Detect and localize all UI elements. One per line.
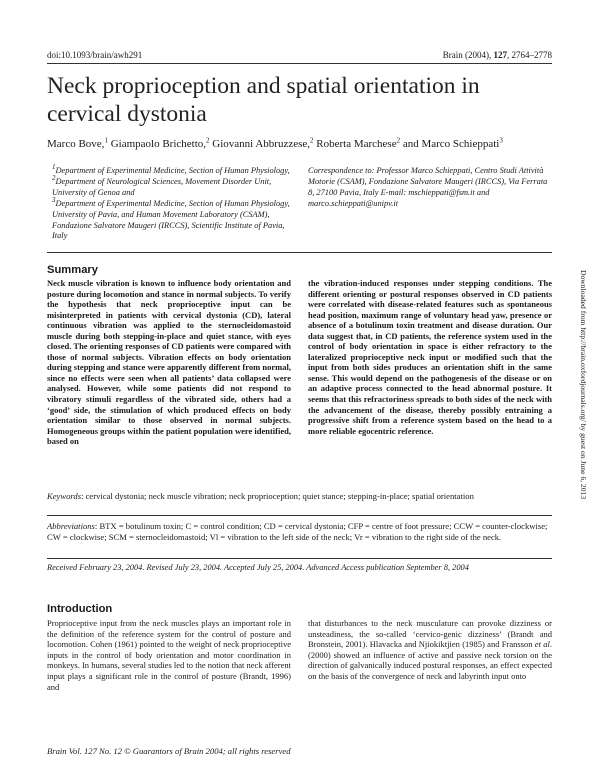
journal-citation: [443, 50, 552, 60]
intro-text-part: that disturbances to the neck musculature can provoke dizziness or unsteadiness, the so-called ‘cervico-genic dizziness’ (Brandt and Bronstein, 2001). Hlavacka and Njiokiktjien (1985) and Fransson: [308, 618, 552, 650]
intro-etal: et al: [534, 639, 550, 650]
abbreviations: [47, 521, 552, 543]
keywords: [47, 491, 552, 502]
summary-text-left: Neck muscle vibration is known to influence body orientation and posture during locomotion and stance in normal subjects. To verify the hypothesis that neck proprioceptive input can be misinterpreted in patients with cervical dystonia (CD), lateral continuous vibration was applied to the sternocleidomastoid muscle during both stepping-in-place and quiet stance, with eyes closed. The orienting responses of CD patients were compared with those of normal subjects. Vibration effects on body orientation during stepping and stance were apparently different from normal, since no effects were seen when all patients’ data collapsed were analysed. However, while some patients did not respond to vibratory stimuli regardless of the vibrated side, others had a ‘good’ side, the stimulation of which produced effects on body orientation similar to those observed in normal subjects. Homogeneous groups within the patient population were identified, based on: [47, 278, 291, 447]
citation-year: (2004),: [462, 50, 494, 60]
correspondence: Correspondence to: Professor Marco Schieppati, Centro Studi Attività Motorie (CSAM), Fondazione Salvatore Maugeri (IRCCS), Via Ferrata 8, 27100 Pavia, Italy E-mail: mschieppati@fsm.it and marco.schieppati@unipv.it: [308, 166, 548, 208]
affiliations: [52, 163, 292, 242]
author-affil-mark: 2: [310, 136, 314, 145]
keywords-text: : cervical dystonia; neck muscle vibration; neck proprioception; quiet stance; stepping-in-place; spatial orientation: [81, 491, 474, 501]
citation-volume: 127: [493, 50, 507, 60]
affil-text: Department of Neurological Sciences, Movement Disorder Unit, University of Genoa and: [52, 176, 272, 197]
summary-heading: Summary: [47, 264, 98, 276]
download-watermark: [578, 270, 588, 570]
author-affil-mark: 2: [206, 136, 210, 145]
summary-text-right: the vibration-induced responses under stepping conditions. The different orienting or postural responses observed in CD patients were correlated with disease-related features such as spontaneous head position, maximum range of voluntary head yaw, presence or absence of a botulinum toxin treatment and disease duration. Our data suggest that, in CD patients, the reference system used in the control of body orientation in space is either refractory to the lateralized proprioceptive neck input or modified such that the input from both sides produces an orientation shift in the same sense. This would depend on the pathogenesis of the disease or on an adaptive process connected to the head abnormal posture. It seems that this refractoriness spreads to both sides of the neck with the advancement of the disease, thereby possibly entraining a progressive shift from a reference system based on the head to a more reliable egocentric reference.: [308, 278, 552, 436]
intro-text-right: [308, 618, 552, 682]
affil-mark: 3: [52, 195, 56, 204]
author-name: Roberta Marchese: [313, 138, 397, 150]
abbreviations-rule: [47, 558, 552, 559]
received-dates: Received February 23, 2004. Revised July 23, 2004. Accepted July 25, 2004. Advanced Access publication September 8, 2004: [47, 563, 469, 572]
author-affil-mark: 2: [396, 136, 401, 145]
header-rule: [47, 63, 552, 64]
affil-mark: 2: [52, 174, 56, 183]
introduction-heading: Introduction: [47, 603, 113, 615]
journal-footer: Brain Vol. 127 No. 12 © Guarantors of Brain 2004; all rights reserved: [47, 746, 291, 756]
author-affil-mark: 3: [499, 136, 503, 145]
affil-mark: 1: [52, 163, 56, 172]
keywords-rule: [47, 515, 552, 516]
keywords-label: Keywords: [47, 491, 82, 501]
author-name: Marco Bove,: [47, 138, 105, 150]
author-affil-mark: 1: [104, 136, 108, 145]
author-name: Giovanni Abbruzzese,: [209, 138, 310, 150]
article-title: Neck proprioception and spatial orientation in cervical dystonia: [47, 73, 480, 127]
abbreviations-text: : BTX = botulinum toxin; C = control condition; CD = cervical dystonia; CFP = centre of foot pressure; CCW = counter-clockwise; CW = clockwise; SCM = sternocleidomastoid; Vl = vibration to the left side of the neck; Vr = vibration to the right side of the neck.: [47, 521, 548, 542]
affil-text: Department of Experimental Medicine, Section of Human Physiology, University of Pavia, and Human Movement Laboratory (CSAM), Fondazione Salvatore Maugeri (IRCCS), Scientific Institute of Pavia, Italy: [52, 198, 290, 241]
summary-rule: [47, 252, 552, 253]
intro-text-left: Proprioceptive input from the neck muscles plays an important role in the definition of the reference system for the control of posture and locomotion. Cohen (1961) pointed to the weight of neck proprioceptive inputs in the control of body orientation and motor coordination in monkeys. In humans, several studies led to the notion that neck afferent input plays a significant role in the control of posture (Brandt, 1996) and: [47, 618, 291, 692]
author-list: [47, 138, 567, 150]
citation-pages: , 2764–2778: [507, 50, 552, 60]
download-watermark-text: Downloaded from http://brain.oxfordjournals.org/ by guest on June 6, 2013: [579, 270, 588, 500]
abbreviations-label: Abbreviations: [47, 521, 95, 531]
author-name: Giampaolo Brichetto,: [107, 138, 206, 150]
intro-text-part: . (2000) showed an influence of active and passive neck torsion on the direction of galvanically induced postural responses, an effect expected on the basis of the convergence of neck and labyrinth input onto: [308, 639, 552, 681]
author-name: and Marco Schieppati: [400, 138, 500, 150]
journal-name: Brain: [442, 50, 463, 60]
doi-text: doi:10.1093/brain/awh291: [47, 50, 143, 60]
affil-text: Department of Experimental Medicine, Section of Human Physiology,: [55, 166, 290, 175]
